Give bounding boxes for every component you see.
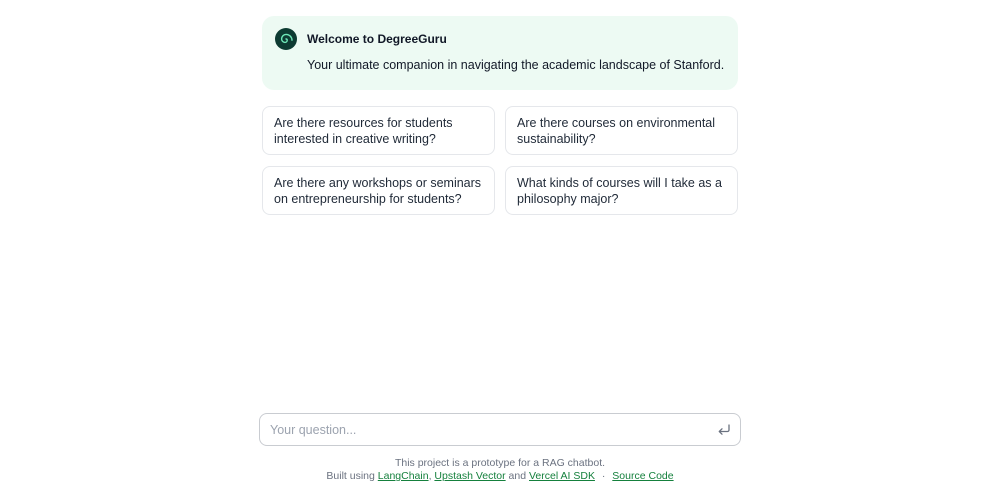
footer-credits (0, 470, 1000, 482)
upstash-vector-link[interactable]: Upstash Vector (434, 470, 506, 482)
vercel-ai-sdk-link[interactable]: Vercel AI SDK (529, 470, 595, 482)
spiral-logo-icon (275, 28, 297, 50)
welcome-subtitle: Your ultimate companion in navigating the academic landscape of Stanford. (307, 58, 725, 72)
langchain-link[interactable]: LangChain (377, 470, 429, 482)
footer-disclaimer: This project is a prototype for a RAG chatbot. (394, 457, 606, 469)
enter-return-icon[interactable] (716, 422, 732, 438)
built-using-text: Built using (326, 470, 375, 482)
separator-dot: · (601, 470, 606, 482)
welcome-title: Welcome to DegreeGuru (307, 32, 447, 46)
welcome-card (262, 16, 738, 90)
source-code-link[interactable]: Source Code (612, 470, 674, 482)
comma-text: , (428, 470, 432, 482)
suggestion-card[interactable]: Are there courses on environmental sustainability? (505, 106, 738, 155)
question-input[interactable] (270, 414, 700, 445)
question-input-box[interactable] (259, 413, 741, 446)
suggestion-card[interactable]: What kinds of courses will I take as a philosophy major? (505, 166, 738, 215)
suggestion-card[interactable]: Are there resources for students interested in creative writing? (262, 106, 495, 155)
and-text: and (508, 470, 527, 482)
suggestion-card[interactable]: Are there any workshops or seminars on entrepreneurship for students? (262, 166, 495, 215)
